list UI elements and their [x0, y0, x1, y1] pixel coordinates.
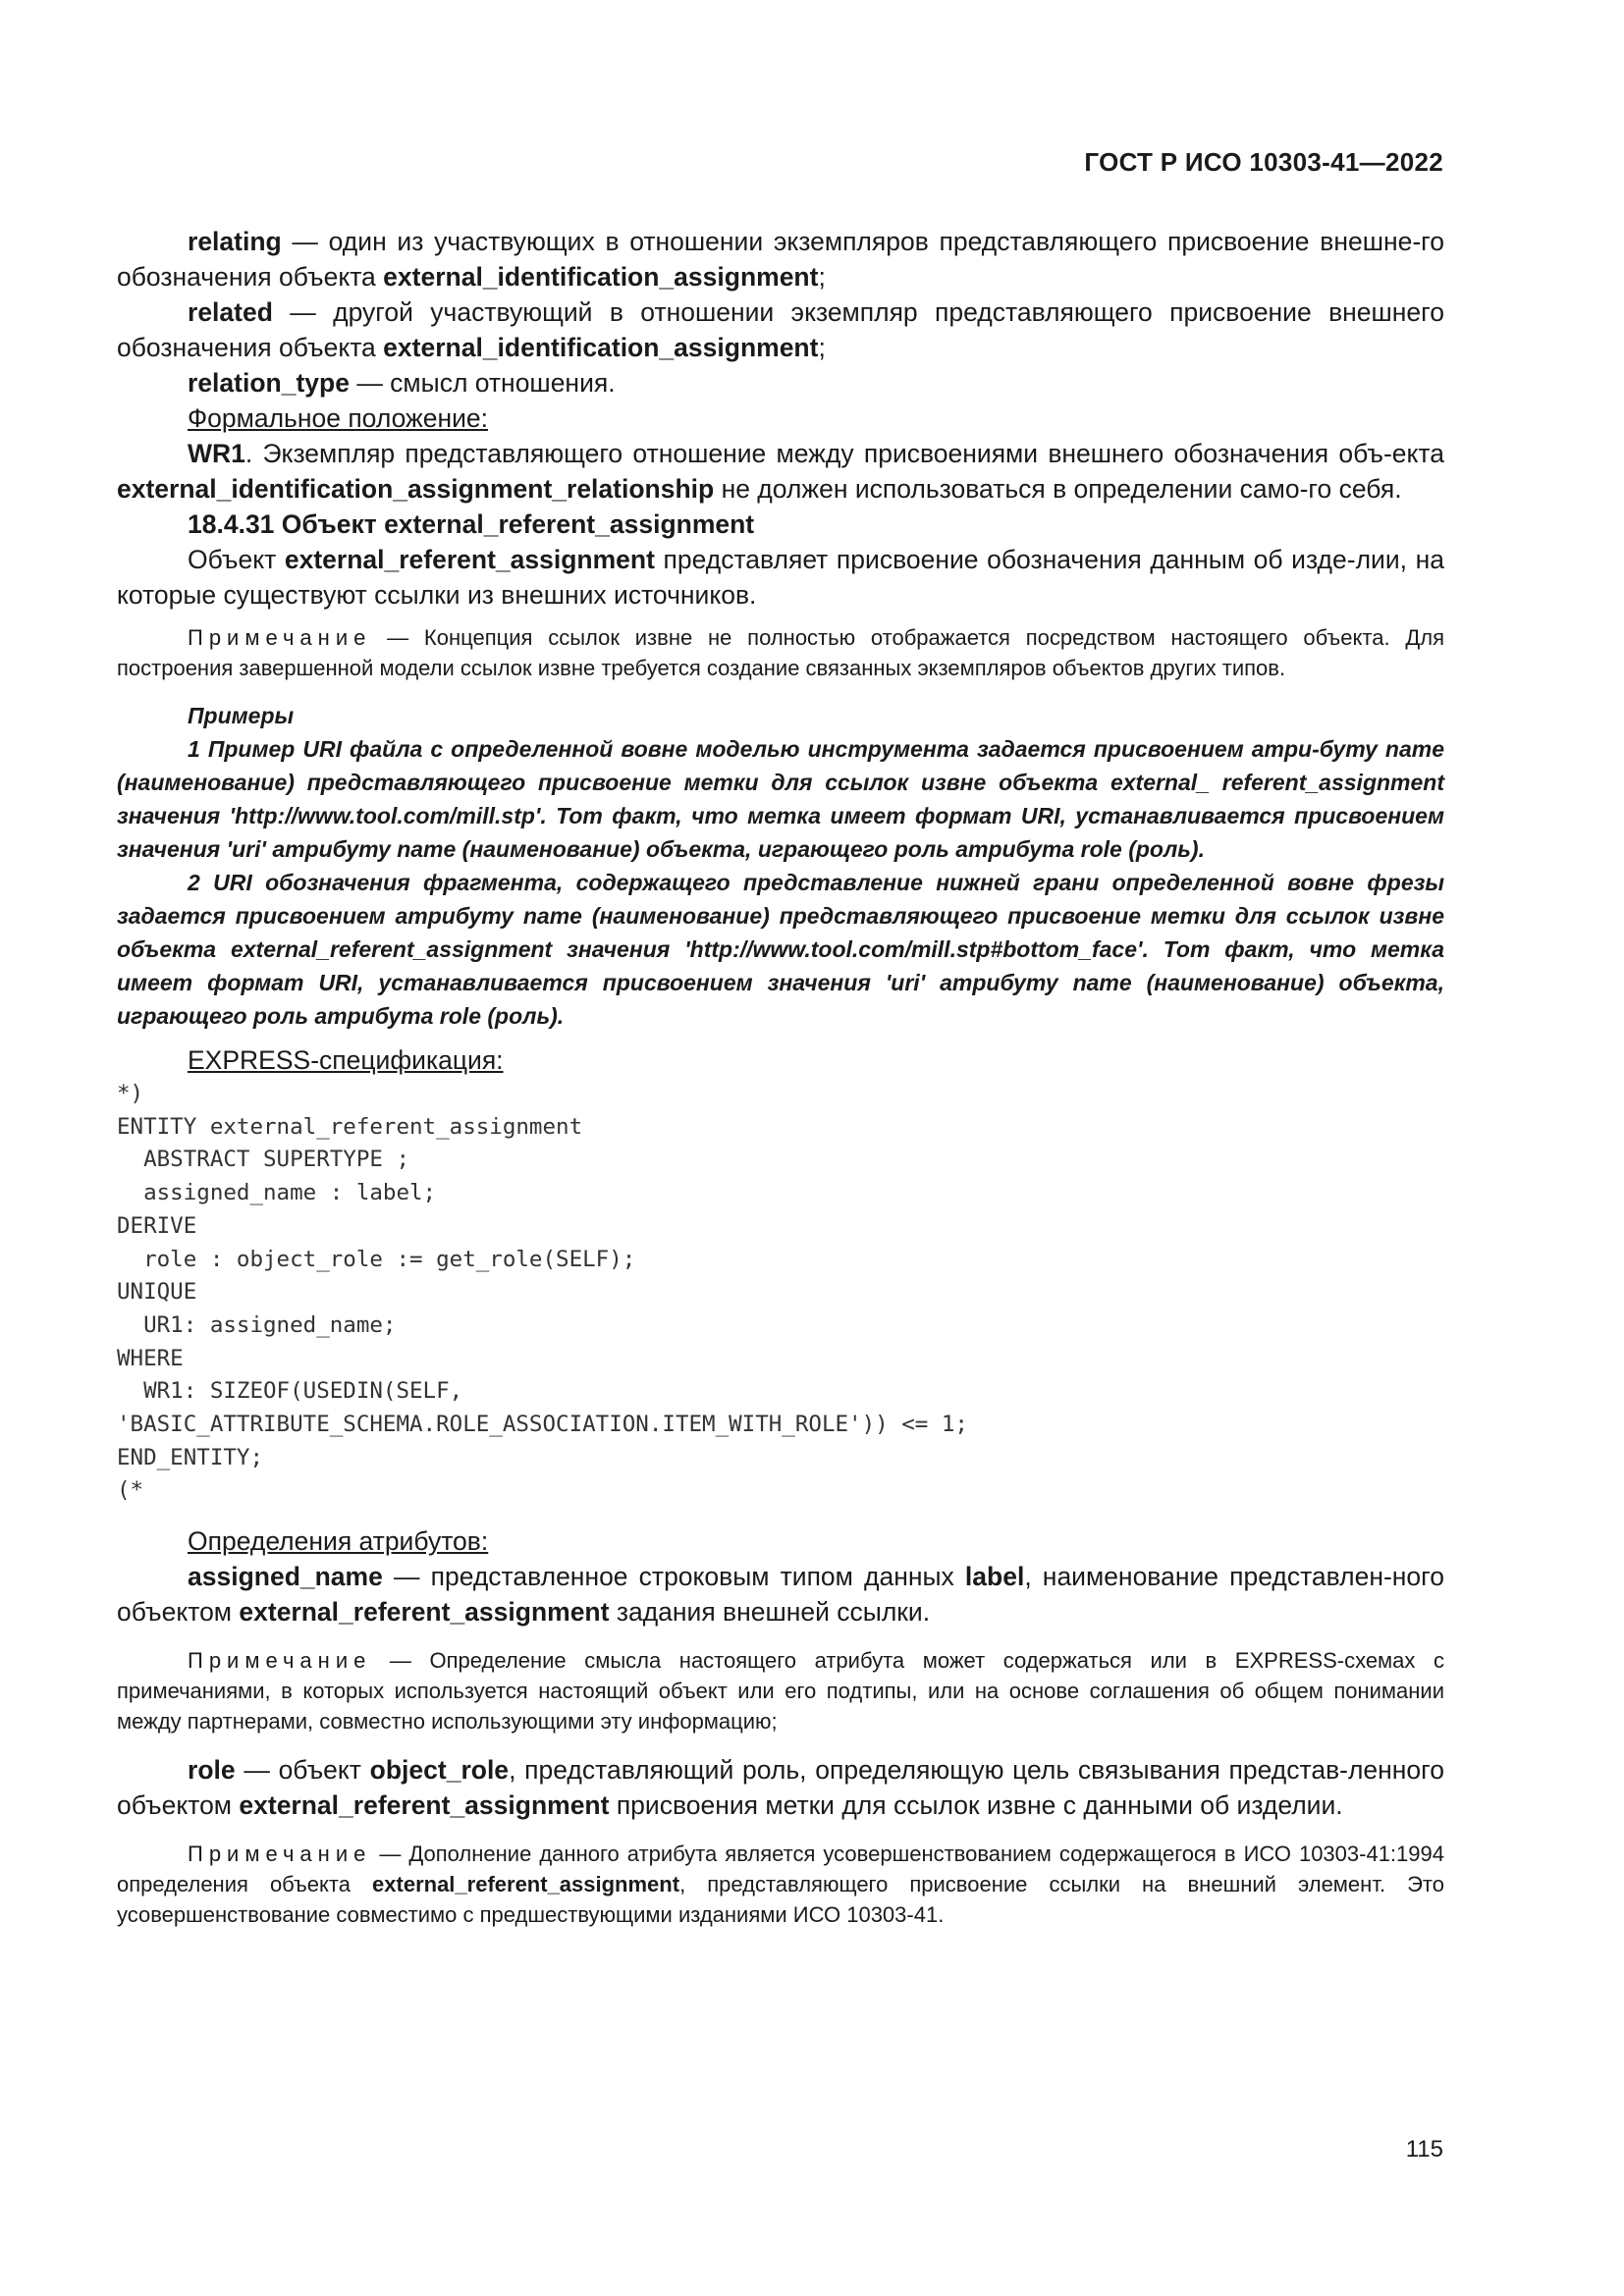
code-line: (* [117, 1477, 144, 1504]
code-line: ABSTRACT SUPERTYPE ; [117, 1147, 410, 1173]
type-name: label [964, 1562, 1025, 1592]
note-label: Примечание [188, 625, 372, 650]
definition-relation-type [117, 365, 1444, 400]
definition-text: — объект [235, 1755, 370, 1786]
rule-wr1 [117, 436, 1444, 507]
example-1: 1 Пример URI файла с определенной вовне моделью инструмента задается присвоением атри-буту name (наименование) представляющего присвоение метки для ссылок извне объекта external_ referent_assignment значения 'http://www.tool.com/mill.stp'. Тот факт, что метка имеет формат URI, устанавливается присвоением значения 'uri' атрибуту name (наименование) объекта, играющего роль атрибута role (роль). [117, 736, 1444, 862]
entity-name: external_identification_assignment [383, 262, 819, 292]
underlined-heading: Формальное положение: [188, 403, 489, 433]
express-heading [117, 1042, 1444, 1078]
code-line: UR1: assigned_name; [117, 1311, 397, 1338]
formal-heading [117, 400, 1444, 436]
definition-text: ; [818, 262, 826, 292]
definition-assigned-name [117, 1559, 1444, 1629]
entity-name: external_referent_assignment [372, 1872, 680, 1897]
definition-relating [117, 224, 1444, 294]
note-1 [117, 622, 1444, 683]
document-header: ГОСТ Р ИСО 10303-41—2022 [1084, 147, 1443, 177]
code-line: UNIQUE [117, 1279, 197, 1306]
definition-text: — представленное строковым типом данных [382, 1562, 965, 1592]
rule-text: . Экземпляр представляющего отношение между присвоениями внешнего обозначения объ-екта [244, 439, 1444, 468]
intro-text: Объект [188, 545, 285, 574]
section-intro [117, 542, 1444, 613]
type-name: object_role [369, 1755, 510, 1786]
rule-text: не должен использоваться в определении само-го себя. [714, 474, 1402, 504]
code-line: *) [117, 1081, 144, 1106]
definition-text: , наименование представлен-ного объектом [117, 1562, 1444, 1628]
definition-text: ; [818, 333, 826, 362]
note-text: , представляющего присвоение ссылки на внешний элемент. Это усовершенствование совместимо с предшествующими изданиями ИСО 10303-41. [117, 1872, 1444, 1928]
definition-text: — смысл отношения. [349, 368, 616, 398]
definition-text: — один из участвующих в отношении экземпляров представляющего присвоение внешне-го обозначения объекта [117, 227, 1444, 292]
note-text: — Концепция ссылок извне не полностью отображается посредством настоящего объекта. Для построения завершенной модели ссылок извне требуется создание связанных экземпляров объектов других типов. [117, 625, 1444, 680]
code-line: role : object_role := get_role(SELF); [117, 1246, 636, 1272]
entity-name: external_referent_assignment [239, 1597, 610, 1628]
entity-name: external_referent_assignment [239, 1790, 610, 1821]
note-3 [117, 1839, 1444, 1930]
example-2: 2 URI обозначения фрагмента, содержащего представление нижней грани определенной вовне фрезы задается присвоением атрибуту name (наименование) представляющего присвоение метки для ссылок извне объекта external_referent_assignment значения 'http://www.tool.com/mill.stp#bottom_face'. Тот факт, что метка имеет формат URI, устанавливается присвоением значения 'uri' атрибуту name (наименование) объекта, играющего роль атрибута role (роль). [117, 870, 1444, 1029]
code-line: ENTITY external_referent_assignment [117, 1113, 583, 1140]
code-line: assigned_name : label; [117, 1180, 437, 1206]
note-text: — Дополнение данного атрибута является усовершенствованием содержащегося в ИСО 10303-41:1994 определения объекта [117, 1842, 1444, 1897]
definition-role [117, 1752, 1444, 1823]
entity-name: external_referent_assignment [284, 545, 655, 574]
definition-related [117, 294, 1444, 365]
code-line: WHERE [117, 1345, 184, 1371]
term-related: related [188, 297, 273, 327]
term-relating: relating [188, 227, 282, 256]
note-text: — Определение смысла настоящего атрибута может содержаться или в EXPRESS-схемах с примечаниями, в которых используется настоящий объект или его подтипы, или на основе соглашения об общем понимании между партнерами, совместно использующими эту информацию; [117, 1648, 1444, 1735]
definition-text: задания внешней ссылки. [609, 1597, 931, 1628]
entity-name: external_identification_assignment [383, 333, 819, 362]
code-line: DERIVE [117, 1212, 197, 1239]
underlined-heading: Определения атрибутов: [188, 1526, 489, 1557]
entity-name: external_identification_assignment_relationship [117, 474, 715, 504]
page-content [117, 224, 1444, 1930]
note-2 [117, 1645, 1444, 1736]
page-number: 115 [1405, 2136, 1443, 2163]
term-wr1: WR1 [188, 439, 245, 468]
definition-text: присвоения метки для ссылок извне с данными об изделии. [609, 1790, 1343, 1821]
code-line: 'BASIC_ATTRIBUTE_SCHEMA.ROLE_ASSOCIATION.ITEM_WITH_ROLE')) <= 1; [117, 1412, 968, 1438]
examples-heading: Примеры [188, 703, 295, 728]
term-assigned-name: assigned_name [188, 1562, 383, 1592]
intro-text: представляет присвоение обозначения данным об изде-лии, на которые существуют ссылки из внешних источников. [117, 545, 1444, 610]
underlined-heading: EXPRESS-спецификация: [188, 1045, 504, 1075]
code-line: END_ENTITY; [117, 1444, 264, 1470]
note-label: Примечание [188, 1648, 372, 1674]
express-code-block [117, 1078, 1444, 1508]
attributes-heading [117, 1523, 1444, 1559]
note-label: Примечание [188, 1842, 372, 1867]
term-role: role [188, 1755, 236, 1786]
term-relation-type: relation_type [188, 368, 350, 398]
definition-text: , представляющий роль, определяющую цель связывания представ-ленного объектом [117, 1755, 1444, 1821]
definition-text: — другой участвующий в отношении экземпляр представляющего присвоение внешнего обозначения объекта [117, 297, 1444, 362]
code-line: WR1: SIZEOF(USEDIN(SELF, [117, 1378, 463, 1405]
section-heading: 18.4.31 Объект external_referent_assignment [188, 509, 755, 539]
